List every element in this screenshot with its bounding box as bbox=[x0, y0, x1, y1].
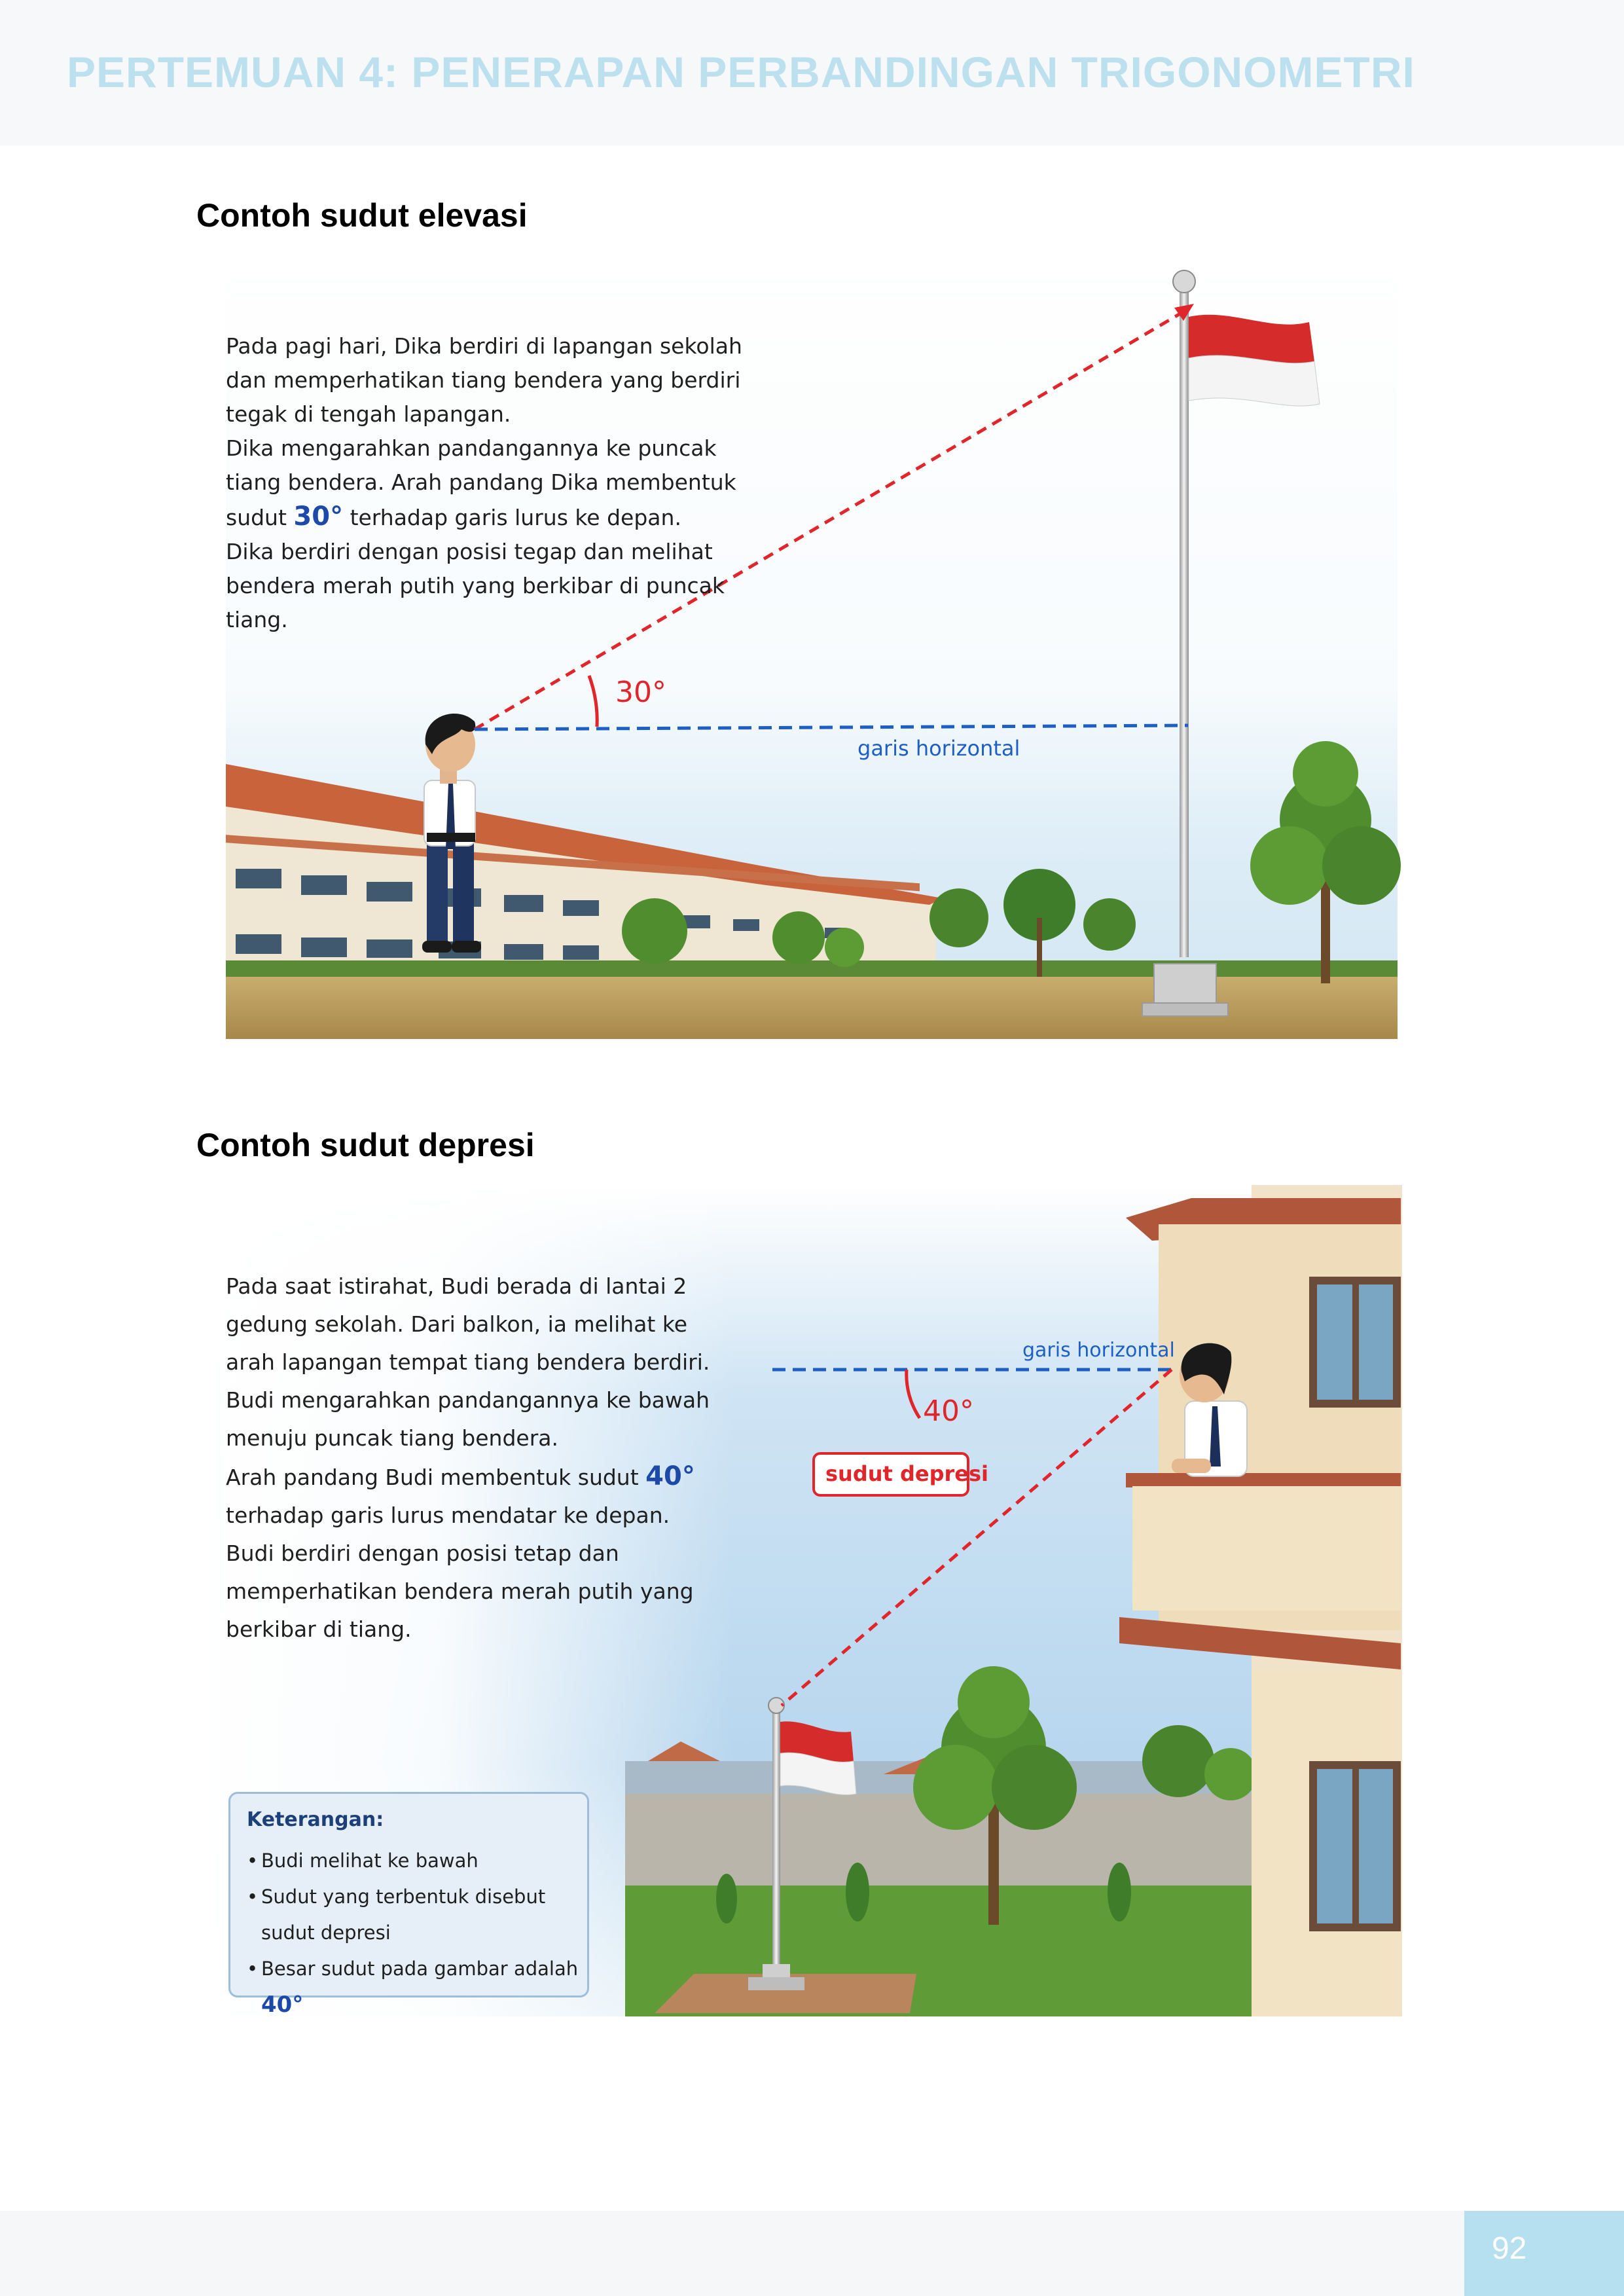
note-title: Keterangan: bbox=[247, 1808, 384, 1831]
text-line: Pada saat istirahat, Budi berada di lantai 2 bbox=[226, 1273, 687, 1299]
text-line: tiang bendera. Arah pandang Dika membentuk bbox=[226, 469, 736, 495]
note-item bbox=[247, 1951, 587, 2024]
text-line: terhadap garis lurus mendatar ke depan. bbox=[226, 1503, 670, 1528]
angle-highlight: 30° bbox=[293, 501, 344, 532]
text-fragment: Besar sudut pada gambar adalah bbox=[261, 1958, 579, 1980]
horizontal-label: garis horizontal bbox=[857, 736, 1020, 761]
text-line: Budi mengarahkan pandangannya ke bawah bbox=[226, 1387, 710, 1413]
text-line: Budi berdiri dengan posisi tetap dan bbox=[226, 1540, 619, 1566]
page-number-box bbox=[1464, 2211, 1624, 2296]
text-line: berkibar di tiang. bbox=[226, 1616, 412, 1642]
text-line bbox=[226, 500, 742, 535]
text-fragment: Arah pandang Budi membentuk sudut bbox=[226, 1465, 646, 1490]
text-line: Dika berdiri dengan posisi tegap dan melihat bbox=[226, 539, 713, 564]
description-elevasi bbox=[226, 329, 742, 637]
text-line: arah lapangan tempat tiang bendera berdiri. bbox=[226, 1349, 710, 1375]
text-fragment: terhadap garis lurus ke depan. bbox=[343, 505, 681, 530]
note-item bbox=[247, 1879, 587, 1951]
description-depresi bbox=[226, 1267, 710, 1649]
text-line: dan memperhatikan tiang bendera yang berdiri bbox=[226, 367, 741, 393]
note-item: • Budi melihat ke bawah bbox=[247, 1843, 587, 1879]
heading-depresi: Contoh sudut depresi bbox=[196, 1127, 535, 1163]
horizontal-label: garis horizontal bbox=[1022, 1339, 1175, 1362]
text-fragment: Sudut yang terbentuk disebut bbox=[261, 1886, 546, 1908]
text-line: menuju puncak tiang bendera. bbox=[226, 1425, 558, 1451]
text-fragment: sudut depresi bbox=[261, 1922, 391, 1944]
text-fragment: sudut bbox=[226, 505, 294, 530]
heading-elevasi: Contoh sudut elevasi bbox=[196, 197, 528, 234]
page-title: PERTEMUAN 4: PENERAPAN PERBANDINGAN TRIGONOMETRI bbox=[67, 48, 1415, 96]
note-box bbox=[228, 1792, 589, 2018]
text-line: memperhatikan bendera merah putih yang bbox=[226, 1578, 694, 1604]
text-line bbox=[226, 1457, 710, 1497]
page-header bbox=[0, 0, 1624, 145]
depresi-label: sudut depresi bbox=[825, 1461, 988, 1486]
angle-label-40: 40° bbox=[923, 1394, 974, 1428]
page-footer bbox=[0, 2211, 1624, 2296]
text-line: gedung sekolah. Dari balkon, ia melihat ke bbox=[226, 1311, 688, 1337]
angle-label-30: 30° bbox=[615, 676, 666, 709]
text-line: tiang. bbox=[226, 607, 288, 632]
text-line: tegak di tengah lapangan. bbox=[226, 401, 511, 427]
page-number: 92 bbox=[1492, 2231, 1527, 2266]
text-line: Pada pagi hari, Dika berdiri di lapangan sekolah bbox=[226, 333, 742, 359]
note-list bbox=[247, 1843, 587, 2024]
text-line: bendera merah putih yang berkibar di puncak bbox=[226, 573, 725, 598]
text-line: Dika mengarahkan pandangannya ke puncak bbox=[226, 435, 717, 461]
angle-highlight: 40° bbox=[261, 1992, 304, 2018]
angle-highlight: 40° bbox=[645, 1461, 695, 1491]
